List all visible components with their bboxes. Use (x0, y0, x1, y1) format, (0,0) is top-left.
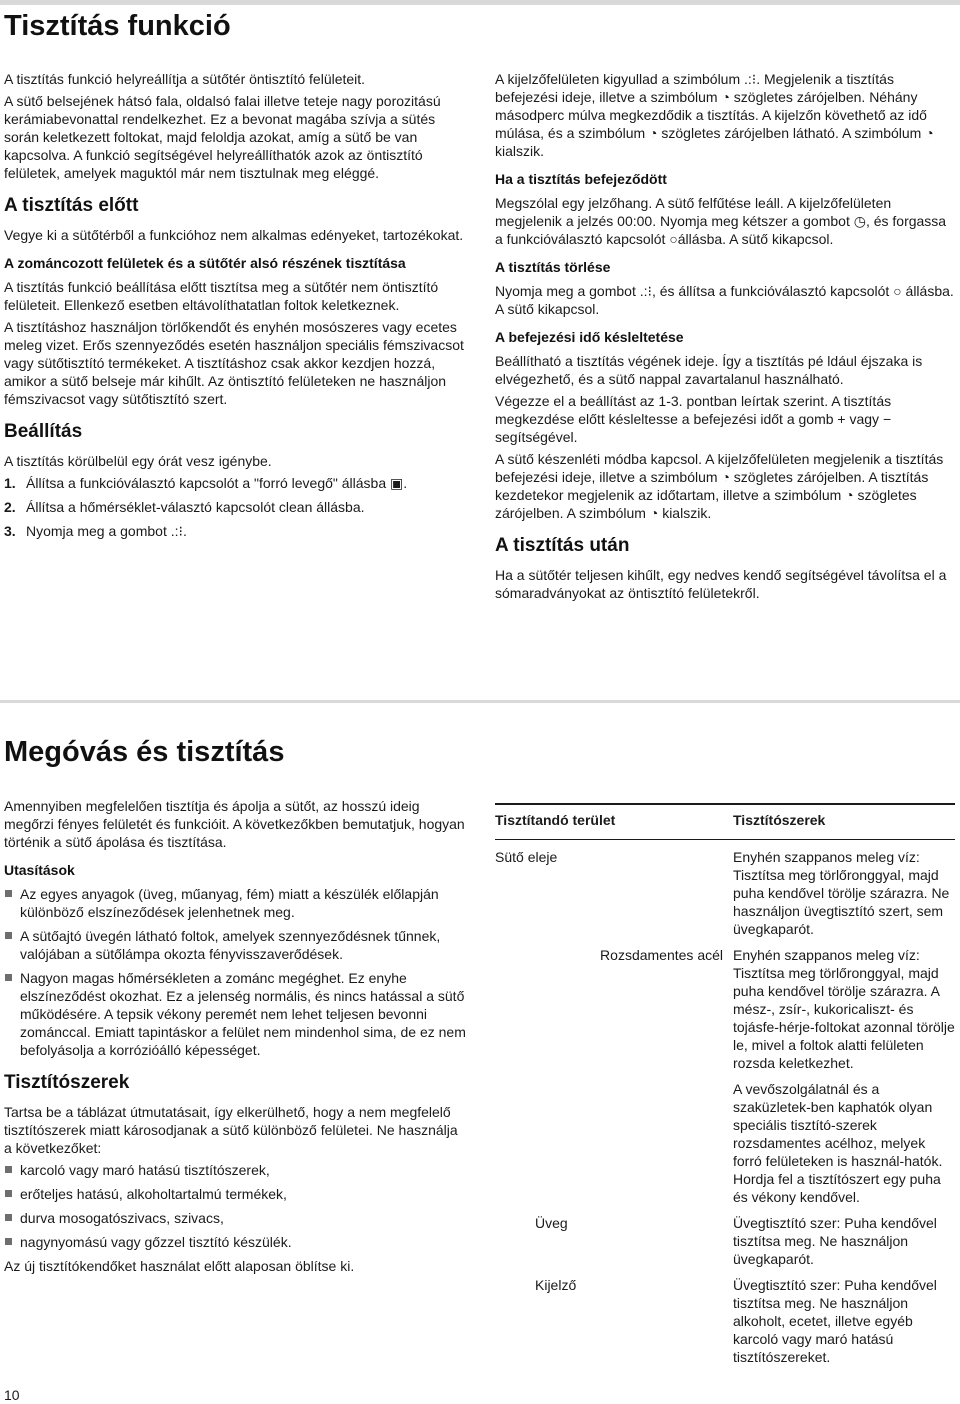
list-item: Az egyes anyagok (üveg, műanyag, fém) miatt a készülék előlapján különböző elszíneződések jelenhetnek meg. (4, 885, 468, 921)
finished-text: Megszólal egy jelzőhang. A sütő felfűtése leáll. A kijelzőfelületen megjelenik a jelzés 00:00. Nyomja meg kétszer a gombot ◷, és forgassa a funkcióválasztó kapcsolót ○állásba. A sütő kikapcsol. (495, 195, 947, 247)
cancel-heading: A tisztítás törlése (495, 259, 611, 275)
cell-agent: A vevőszolgálatnál és a szaküzletek-ben kaphatók olyan speciális tisztító-szerek rozsdamentes acélhoz, melyek forró felületeken is használ-hatók. Hordja fel a tisztítószert egy puha és vékony kendővel. (733, 1081, 943, 1205)
delay-paragraph-1: Beállítható a tisztítás végének ideje. Így a tisztítás pé ldául éjszaka is elvégezhető, és a sütő nappal zavartalanul használható. (495, 353, 923, 387)
list-item: nagynyomású vagy gőzzel tisztító készülék. (4, 1233, 468, 1251)
cell-agent: Üvegtisztító szer: Puha kendővel tisztítsa meg. Ne használjon üvegkaparót. (733, 1215, 937, 1267)
cell-agent: Enyhén szappanos meleg víz: Tisztítsa meg törlőronggyal, majd puha kendővel törölje szárazra. A mész-, zsír-, kukoricaliszt- és tojásfe-hérje-foltokat azonnal törölje le, mivel a foltok alatti felületen rozsda keletkezhet. (733, 947, 955, 1071)
step-number: 3. (4, 523, 16, 539)
cell-area (495, 1072, 733, 1206)
left-column-top (4, 70, 468, 546)
step-3 (4, 522, 468, 540)
section-divider (0, 700, 960, 703)
step-1 (4, 474, 468, 492)
cancel-text: Nyomja meg a gombot .:⁝, és állítsa a funkcióválasztó kapcsolót ○ állásba. A sütő kikapcsol. (495, 283, 954, 317)
table-header-row (495, 804, 955, 840)
care-intro: Amennyiben megfelelően tisztítja és ápolja a sütőt, az hosszú ideig megőrzi fényes felületét és funkcióit. A következőkben bemutatjuk, hogyan történik a sütő ápolása és tisztítása. (4, 798, 465, 850)
right-column-top (495, 70, 955, 606)
step-2 (4, 498, 468, 516)
list-item: Nagyon magas hőmérsékleten a zománc megéghet. Ez enyhe elszíneződést okozhat. Ez a jelenség normális, és nincs hatással a sütő működésére. A tepsik vékony peremét nem lehet teljesen bevonni zománccal. Emiatt tapintáskor a felület nem mindenhol sima, de ez nem befolyásolja a korrózióálló képességet. (4, 969, 468, 1059)
page-number: 10 (4, 1387, 20, 1403)
cleaners-list (4, 1161, 468, 1251)
cell-agent: Enyhén szappanos meleg víz: Tisztítsa meg törlőronggyal, majd puha kendővel törölje szárazra. Ne használjon üvegtisztító szert, sem üvegkaparót. (733, 849, 950, 937)
step-number: 1. (4, 475, 16, 491)
finished-heading: Ha a tisztítás befejeződött (495, 171, 667, 187)
setup-heading: Beállítás (4, 421, 83, 442)
after-cleaning-heading: A tisztítás után (495, 535, 630, 556)
step-text: Állítsa a funkcióválasztó kapcsolót a "forró levegő" állásba ▣. (26, 475, 408, 491)
intro-paragraph: A tisztítás funkció helyreállítja a sütőtér öntisztító felületeit. (4, 71, 366, 87)
display-symbol-paragraph: A kijelzőfelületen kigyullad a szimbólum .:⁝. Megjelenik a tisztítás befejezési ideje, illetve a szimbólum ◔ szögletes zárójelben. Néhány másodperc múlva megkezdődik a tisztítás. A kijelzőn követhető az idő múlása, és a szimbólum ◔ szögletes zárójelben látható. A szimbólum ◔ kialszik. (495, 71, 934, 159)
delay-paragraph-2: Végezze el a beállítást az 1-3. pontban leírtak szerint. A tisztítás megkezdése előtt késleltesse a befejezési időt a gomb + vagy − segítségével. (495, 393, 892, 445)
instructions-heading: Utasítások (4, 862, 75, 878)
cell-area: Sütő eleje (495, 849, 558, 865)
enamel-paragraph-1: A tisztítás funkció beállítása előtt tisztítsa meg a sütőtér nem öntisztító felületeit. Ellenkező esetben eltávolíthatatlan foltok keletkeznek. (4, 279, 439, 313)
list-item: erőteljes hatású, alkoholtartalmú termékek, (4, 1185, 468, 1203)
cleaning-table (495, 803, 955, 1366)
instructions-list (4, 885, 468, 1059)
section-title-care-cleaning: Megóvás és tisztítás (4, 736, 285, 768)
table-row (495, 840, 955, 939)
cleaners-text: Tartsa be a táblázat útmutatásait, így elkerülhető, hogy a nem megfelelő tisztítószerek miatt károsodjanak a sütő különböző felületei. Ne használja a következőket: (4, 1104, 458, 1156)
after-cleaning-text: Ha a sütőtér teljesen kihűlt, egy nedves kendő segítségével távolítsa el a sómaradványokat az öntisztító felületekről. (495, 567, 947, 601)
cleaners-heading: Tisztítószerek (4, 1072, 130, 1093)
step-number: 2. (4, 499, 16, 515)
cleaning-table-wrapper (495, 803, 955, 1366)
step-text: Állítsa a hőmérséklet-választó kapcsolót clean állásba. (26, 499, 365, 515)
coating-paragraph: A sütő belsejének hátsó fala, oldalsó falai illetve teteje nagy porozitású kerámiabevonattal rendelkezhet. Ez a bevonat magába szívja a sütés során keletkezett foltokat, majd feloldja azokat, amíg a sütő be van kapcsolva. A funkció segítségével helyreállíthatók azok az öntisztító felületek, amelyek maguktól már nem tisztulnak meg eléggé. (4, 93, 441, 181)
list-item: karcoló vagy maró hatású tisztítószerek, (4, 1161, 468, 1179)
setup-text: A tisztítás körülbelül egy órát vesz igénybe. (4, 453, 272, 469)
top-divider (0, 0, 960, 5)
section-title-cleaning-function: Tisztítás funkció (4, 10, 231, 42)
delay-paragraph-3: A sütő készenléti módba kapcsol. A kijelzőfelületen megjelenik a tisztítás befejezési ideje, illetve a szimbólum ◔ szögletes zárójelben. A tisztítás kezdetekor megjelenik az időtartam, illetve a szimbólum ◔ szögletes zárójelben. A szimbólum ◔ kialszik. (495, 451, 944, 521)
cell-area: Üveg (535, 1215, 568, 1231)
table-row (495, 1268, 955, 1366)
list-item: A sütőajtó üvegén látható foltok, amelyek szennyeződésnek tűnnek, valójában a sütőlámpa okozta fényvisszaverődések. (4, 927, 468, 963)
enamel-heading: A zománcozott felületek és a sütőtér alsó részének tisztítása (4, 255, 406, 271)
column-header-area: Tisztítandó terület (495, 804, 733, 840)
cell-area: Rozsdamentes acél (600, 947, 723, 963)
table-row (495, 938, 955, 1072)
before-cleaning-text: Vegye ki a sütőtérből a funkcióhoz nem alkalmas edényeket, tartozékokat. (4, 227, 464, 243)
before-cleaning-heading: A tisztítás előtt (4, 195, 139, 216)
table-row (495, 1072, 955, 1206)
enamel-paragraph-2: A tisztításhoz használjon törlőkendőt és enyhén mosószeres vagy ecetes meleg vizet. Erős szennyeződés esetén használjon speciális fémszivacsot vagy sütőtisztító termékeket. A tisztításhoz csak akkor kezdjen hozzá, amikor a sütő belseje már kihűlt. Az öntisztító felületeken ne használjon fémszivacsot vagy sütőtisztító szert. (4, 319, 464, 407)
cell-area: Kijelző (535, 1277, 577, 1293)
left-column-bottom (4, 797, 468, 1279)
delay-heading: A befejezési idő késleltetése (495, 329, 684, 345)
column-header-agent: Tisztítószerek (733, 804, 955, 840)
list-item: durva mosogatószivacs, szivacs, (4, 1209, 468, 1227)
step-text: Nyomja meg a gombot .:⁝. (26, 523, 187, 539)
cell-agent: Üvegtisztító szer: Puha kendővel tisztítsa meg. Ne használjon alkoholt, ecetet, illetve egyéb karcoló vagy maró hatású tisztítószereket. (733, 1277, 937, 1365)
table-row (495, 1206, 955, 1268)
cleaners-note: Az új tisztítókendőket használat előtt alaposan öblítse ki. (4, 1258, 355, 1274)
